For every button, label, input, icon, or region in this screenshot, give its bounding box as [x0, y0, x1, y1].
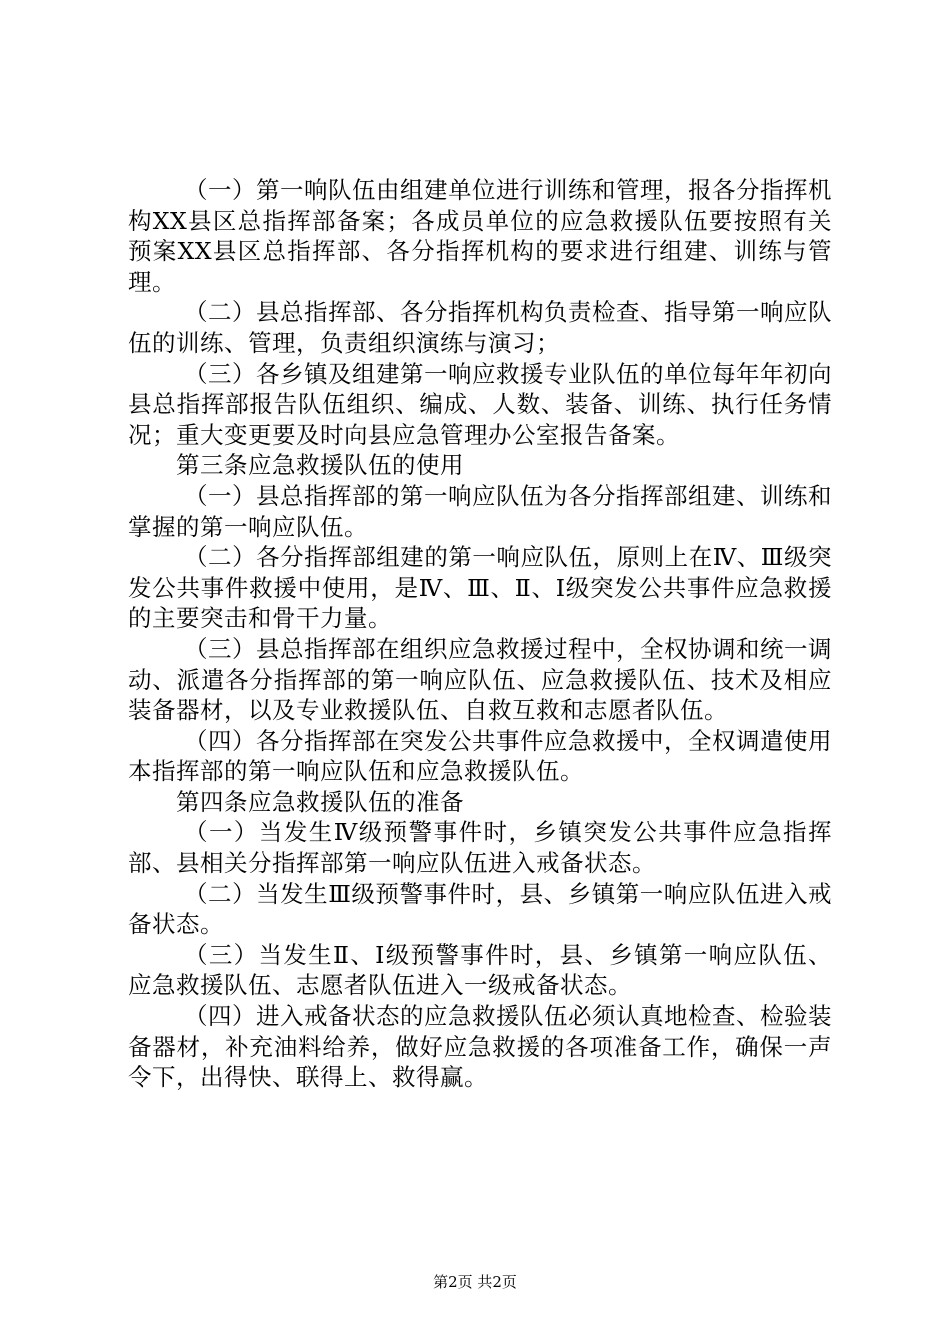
paragraph-10: （三）当发生Ⅱ、Ⅰ级预警事件时，县、乡镇第一响应队伍、应急救援队伍、志愿者队伍进入一级戒备状态。: [128, 940, 832, 1000]
paragraph-5: （二）各分指挥部组建的第一响应队伍，原则上在Ⅳ、Ⅲ级突发公共事件救援中使用，是Ⅳ、Ⅲ、Ⅱ、Ⅰ级突发公共事件应急救援的主要突击和骨干力量。: [128, 543, 832, 633]
paragraph-1: （一）第一响队伍由组建单位进行训练和管理，报各分指挥机构XX县区总指挥部备案；各成员单位的应急救援队伍要按照有关预案XX县区总指挥部、各分指挥机构的要求进行组建、训练与管理。: [128, 176, 832, 296]
paragraph-6: （三）县总指挥部在组织应急救援过程中，全权协调和统一调动、派遣各分指挥部的第一响应队伍、应急救援队伍、技术及相应装备器材，以及专业救援队伍、自救互救和志愿者队伍。: [128, 634, 832, 725]
paragraph-4: （一）县总指挥部的第一响应队伍为各分指挥部组建、训练和掌握的第一响应队伍。: [128, 481, 832, 541]
document-body: [128, 175, 832, 1093]
paragraph-8: （一）当发生Ⅳ级预警事件时，乡镇突发公共事件应急指挥部、县相关分指挥部第一响应队伍进入戒备状态。: [128, 818, 832, 878]
section-heading-article-3: 第三条应急救援队伍的使用: [176, 451, 464, 480]
section-heading-article-4: 第四条应急救援队伍的准备: [176, 787, 464, 816]
paragraph-7: （四）各分指挥部在突发公共事件应急救援中，全权调遣使用本指挥部的第一响应队伍和应急救援队伍。: [128, 726, 832, 786]
paragraph-3: （三）各乡镇及组建第一响应救援专业队伍的单位每年年初向县总指挥部报告队伍组织、编成、人数、装备、训练、执行任务情况；重大变更要及时向县应急管理办公室报告备案。: [128, 359, 832, 449]
page-footer: 第2页 共2页: [433, 1273, 517, 1291]
paragraph-11: （四）进入戒备状态的应急救援队伍必须认真地检查、检验装备器材，补充油料给养，做好应急救援的各项准备工作，确保一声令下，出得快、联得上、救得赢。: [128, 1002, 832, 1092]
paragraph-9: （二）当发生Ⅲ级预警事件时，县、乡镇第一响应队伍进入戒备状态。: [128, 879, 832, 939]
paragraph-2: （二）县总指挥部、各分指挥机构负责检查、指导第一响应队伍的训练、管理，负责组织演练与演习；: [128, 298, 832, 357]
